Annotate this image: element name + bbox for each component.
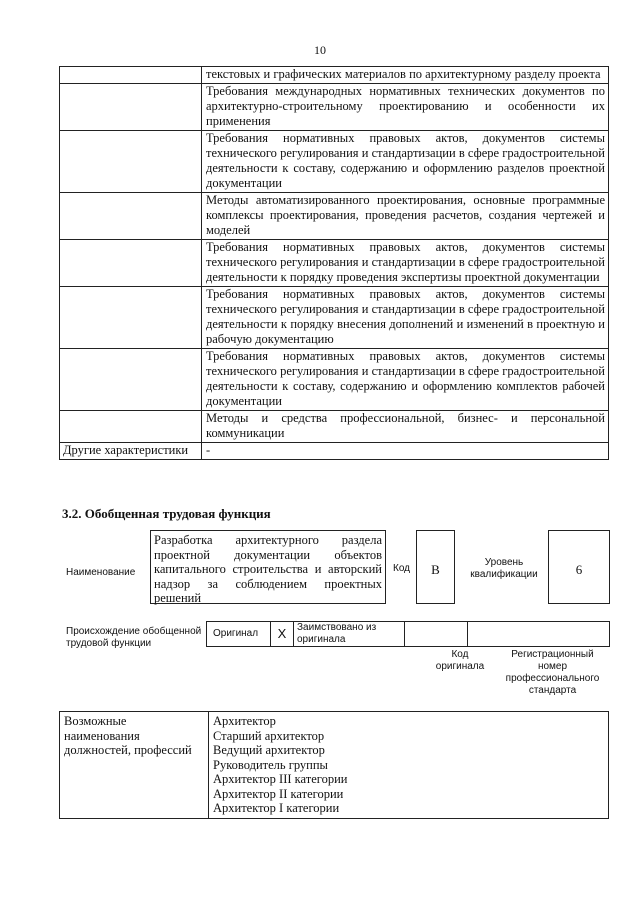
list-item: Архитектор bbox=[213, 714, 276, 728]
section-heading: 3.2. Обобщенная трудовая функция bbox=[62, 506, 271, 521]
list-item: Ведущий архитектор bbox=[213, 743, 325, 757]
table-row: Методы автоматизированного проектирования, основные программные комплексы проектирования, проведения расчетов, создания чертежей и моделей bbox=[202, 193, 609, 240]
original-label: Оригинал bbox=[207, 622, 271, 647]
table-row: текстовых и графических материалов по архитектурному разделу проекта bbox=[202, 67, 609, 84]
name-label: Наименование bbox=[66, 567, 136, 578]
level-value: 6 bbox=[548, 530, 610, 604]
code-original-cell bbox=[405, 622, 468, 647]
list-item: Архитектор II категории bbox=[213, 786, 344, 801]
origin-table bbox=[206, 621, 610, 647]
list-item: Архитектор I категории bbox=[213, 801, 340, 815]
table-row: Требования нормативных правовых актов, документов системы технического регулирования и стандартизации в сфере градостроительной деятельности к порядку внесения дополнений и изменений в проектную и рабочую документацию bbox=[202, 287, 609, 349]
table-row: Требования нормативных правовых актов, документов системы технического регулирования и стандартизации в сфере градостроительной деятельности к порядку проведения экспертизы проектной документации bbox=[202, 240, 609, 287]
level-label: Уровень квалификации bbox=[470, 557, 538, 580]
origin-label: Происхождение обобщенной трудовой функции bbox=[66, 626, 202, 649]
page-number: 10 bbox=[314, 43, 326, 57]
list-item: Руководитель группы bbox=[213, 757, 328, 772]
other-characteristics-label: Другие характеристики bbox=[60, 443, 202, 460]
reg-number-cell bbox=[468, 622, 610, 647]
name-value: Разработка архитектурного раздела проектной документации объектов капитального строительства и авторский надзор за соблюдением проектных решений bbox=[150, 530, 386, 604]
table-row: Требования нормативных правовых актов, документов системы технического регулирования и стандартизации в сфере градостроительной деятельности к составу, содержанию и оформлению комплектов рабочей документации bbox=[202, 349, 609, 411]
code-label: Код bbox=[393, 563, 411, 574]
positions-list bbox=[209, 712, 609, 819]
positions-table bbox=[59, 711, 609, 819]
original-mark: X bbox=[271, 622, 294, 647]
table-row: Требования нормативных правовых актов, документов системы технического регулирования и стандартизации в сфере градостроительной деятельности к составу, содержанию и оформлению разделов проектной документации bbox=[202, 131, 609, 193]
code-original-label: Код оригинала bbox=[435, 649, 485, 672]
code-value: В bbox=[416, 530, 455, 604]
table-row: Методы и средства профессиональной, бизнес- и персональной коммуникации bbox=[202, 411, 609, 443]
other-characteristics-value: - bbox=[202, 443, 609, 460]
table-row: Требования международных нормативных технических документов по архитектурно-строительному проектированию и особенности их применения bbox=[202, 84, 609, 131]
reg-number-label: Регистрационный номер профессионального стандарта bbox=[505, 649, 600, 696]
borrowed-label: Заимствовано из оригинала bbox=[294, 622, 405, 647]
list-item: Архитектор III категории bbox=[213, 772, 348, 786]
knowledge-table bbox=[59, 66, 609, 460]
positions-label: Возможные наименования должностей, профессий bbox=[60, 712, 209, 819]
list-item: Старший архитектор bbox=[213, 728, 325, 743]
